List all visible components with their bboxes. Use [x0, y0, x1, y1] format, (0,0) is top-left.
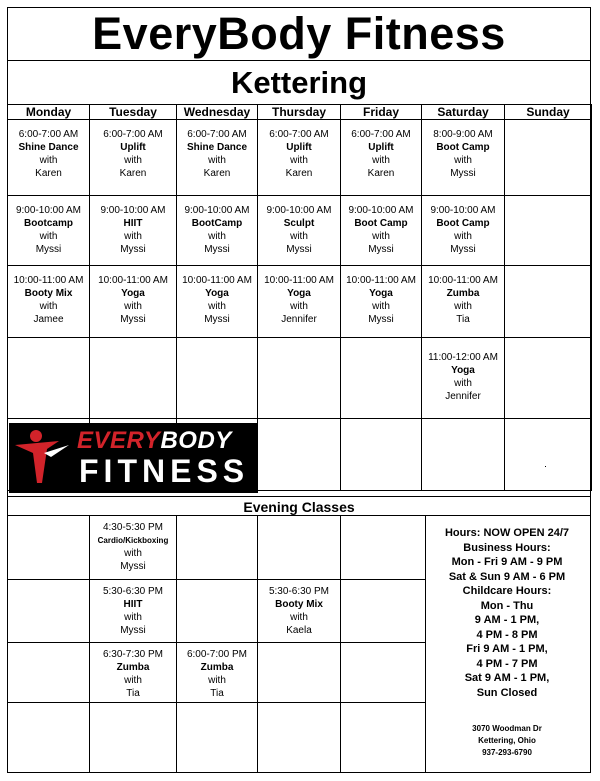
hours-line: Mon - Fri 9 AM - 9 PM: [451, 556, 563, 568]
class-cell: [258, 120, 341, 196]
hours-line: Hours: NOW OPEN 24/7: [444, 527, 570, 539]
instructor-name: Myssi: [120, 244, 146, 255]
logo-every-text: EVERY: [77, 427, 161, 454]
with-label: with: [372, 301, 390, 312]
empty-cell: [505, 196, 592, 266]
empty-cell: [258, 703, 341, 773]
class-cell: [177, 120, 258, 196]
class-time: 5:30-6:30 PM: [102, 586, 164, 597]
class-time: 10:00-11:00 AM: [428, 275, 498, 286]
empty-cell: [177, 516, 258, 580]
address-block: [424, 723, 590, 759]
instructor-name: Myssi: [368, 314, 394, 325]
hours-line: Childcare Hours:: [462, 585, 552, 597]
class-name: Boot Camp: [354, 218, 408, 229]
empty-cell: [341, 419, 422, 491]
class-cell: [90, 580, 177, 643]
with-label: with: [290, 301, 308, 312]
class-name: Booty Mix: [24, 288, 73, 299]
instructor-name: Tia: [210, 688, 224, 699]
empty-cell: [8, 338, 90, 419]
stray-mark: [545, 466, 546, 467]
class-time: 9:00-10:00 AM: [15, 205, 82, 216]
day-header-tuesday: Tuesday: [90, 105, 177, 120]
class-time: 6:00-7:00 AM: [187, 129, 247, 140]
instructor-name: Myssi: [120, 314, 146, 325]
with-label: with: [124, 301, 142, 312]
class-cell: [422, 338, 505, 419]
runner-figure-icon: [9, 423, 73, 493]
class-time: 6:30-7:30 PM: [102, 649, 164, 660]
with-label: with: [39, 301, 58, 312]
class-cell: [422, 266, 505, 338]
empty-cell: [177, 580, 258, 643]
class-time: 6:00-7:00 AM: [103, 129, 163, 140]
instructor-name: Myssi: [450, 244, 476, 255]
class-name: Boot Camp: [436, 218, 490, 229]
class-cell: [90, 516, 177, 580]
day-header-monday: Monday: [8, 105, 90, 120]
with-label: with: [124, 612, 142, 623]
phone-number: 937-293-6790: [482, 748, 532, 757]
instructor-name: Tia: [126, 688, 140, 699]
class-time: 6:00-7:00 AM: [351, 129, 411, 140]
with-label: with: [454, 301, 472, 312]
class-cell: [341, 266, 422, 338]
class-name: Yoga: [205, 288, 229, 299]
class-time: 9:00-10:00 AM: [430, 205, 496, 216]
hours-line: Mon - Thu: [480, 599, 534, 612]
empty-cell: [341, 338, 422, 419]
class-cell: [90, 643, 177, 703]
class-time: 9:00-10:00 AM: [184, 205, 250, 216]
instructor-name: Karen: [35, 168, 62, 179]
class-time: 10:00-11:00 AM: [264, 275, 334, 286]
class-name: HIIT: [123, 599, 143, 610]
empty-cell: [505, 419, 592, 491]
class-time: 9:00-10:00 AM: [348, 205, 414, 216]
instructor-name: Karen: [367, 168, 395, 179]
with-label: with: [290, 231, 308, 242]
class-name: Yoga: [369, 288, 393, 299]
class-cell: [341, 196, 422, 266]
class-name: Uplift: [120, 142, 146, 153]
class-cell: [90, 266, 177, 338]
class-time: 5:30-6:30 PM: [268, 586, 330, 597]
class-name: Yoga: [451, 365, 475, 376]
logo-body-text: BODY: [160, 427, 232, 454]
empty-cell: [341, 643, 426, 703]
with-label: with: [124, 231, 142, 242]
instructor-name: Kaela: [286, 625, 312, 636]
class-name: Shine Dance: [18, 142, 79, 153]
empty-cell: [422, 419, 505, 491]
class-cell: [341, 120, 422, 196]
class-time: 9:00-10:00 AM: [100, 205, 166, 216]
hours-line: 4 PM - 8 PM: [476, 628, 538, 641]
class-cell: [90, 120, 177, 196]
class-name: Zumba: [446, 288, 480, 299]
hours-line: 4 PM - 7 PM: [476, 657, 538, 670]
hours-line: 9 AM - 1 PM,: [474, 614, 540, 626]
empty-cell: [258, 338, 341, 419]
gym-title: EveryBody Fitness: [8, 8, 590, 61]
empty-cell: [8, 643, 90, 703]
empty-cell: [505, 266, 592, 338]
day-header-sunday: Sunday: [505, 105, 592, 120]
class-time: 6:00-7:00 PM: [186, 649, 248, 660]
instructor-name: Myssi: [204, 314, 230, 325]
evening-classes-banner: Evening Classes: [8, 496, 590, 516]
class-cell: [177, 643, 258, 703]
with-label: with: [208, 155, 226, 166]
logo-wordmark-top: [77, 427, 232, 455]
empty-cell: [177, 703, 258, 773]
empty-cell: [8, 516, 90, 580]
empty-cell: [505, 338, 592, 419]
instructor-name: Myssi: [450, 168, 476, 179]
class-time: 6:00-7:00 AM: [18, 129, 79, 140]
class-cell: [177, 196, 258, 266]
class-cell: [8, 196, 90, 266]
instructor-name: Tia: [456, 314, 470, 325]
hours-line: Fri 9 AM - 1 PM,: [466, 643, 548, 655]
day-header-saturday: Saturday: [422, 105, 505, 120]
class-cell: [177, 266, 258, 338]
evening-schedule-table: [7, 515, 426, 773]
class-name: Uplift: [286, 142, 312, 153]
day-header-thursday: Thursday: [258, 105, 341, 120]
hours-line: Sun Closed: [476, 686, 538, 699]
with-label: with: [208, 301, 226, 312]
with-label: with: [208, 675, 226, 686]
with-label: with: [39, 155, 58, 166]
with-label: with: [124, 675, 142, 686]
empty-cell: [258, 516, 341, 580]
with-label: with: [372, 231, 390, 242]
class-name: Yoga: [121, 288, 145, 299]
hours-line: Business Hours:: [463, 541, 551, 554]
class-time: 4:30-5:30 PM: [102, 522, 164, 533]
class-name: Boot Camp: [436, 142, 490, 153]
class-name: Yoga: [287, 288, 311, 299]
empty-cell: [258, 643, 341, 703]
instructor-name: Myssi: [204, 244, 230, 255]
with-label: with: [124, 548, 142, 559]
instructor-name: Myssi: [286, 244, 312, 255]
instructor-name: Myssi: [120, 561, 146, 572]
class-cell: [422, 120, 505, 196]
day-header-friday: Friday: [341, 105, 422, 120]
empty-cell: [341, 703, 426, 773]
day-header-wednesday: Wednesday: [177, 105, 258, 120]
empty-cell: [505, 120, 592, 196]
class-cell: [8, 120, 90, 196]
class-time: 10:00-11:00 AM: [98, 275, 168, 286]
class-cell: [258, 196, 341, 266]
empty-cell: [177, 338, 258, 419]
class-name: Zumba: [200, 662, 234, 673]
class-time: 6:00-7:00 AM: [269, 129, 329, 140]
class-cell: [90, 196, 177, 266]
class-cell: [422, 196, 505, 266]
with-label: with: [208, 231, 226, 242]
instructor-name: Jamee: [33, 314, 64, 325]
class-name: BootCamp: [191, 218, 243, 229]
instructor-name: Myssi: [368, 244, 394, 255]
instructor-name: Jennifer: [445, 391, 481, 402]
class-name: Bootcamp: [24, 218, 73, 229]
class-time: 10:00-11:00 AM: [182, 275, 252, 286]
hours-line: Sat 9 AM - 1 PM,: [464, 672, 550, 684]
schedule-sheet: [7, 7, 591, 773]
empty-cell: [90, 703, 177, 773]
instructor-name: Karen: [285, 168, 313, 179]
class-name: Booty Mix: [275, 599, 323, 610]
empty-cell: [8, 580, 90, 643]
instructor-name: Karen: [203, 168, 231, 179]
with-label: with: [454, 378, 472, 389]
instructor-name: Karen: [119, 168, 147, 179]
class-cell: [258, 580, 341, 643]
with-label: with: [290, 155, 308, 166]
class-time: 10:00-11:00 AM: [346, 275, 416, 286]
class-name: Sculpt: [283, 218, 315, 229]
logo-fitness-text: FITNESS: [79, 453, 250, 489]
empty-cell: [258, 419, 341, 491]
with-label: with: [124, 155, 142, 166]
empty-cell: [341, 580, 426, 643]
class-name: Cardio/Kickboxing: [97, 536, 169, 545]
empty-cell: [90, 338, 177, 419]
class-time: 10:00-11:00 AM: [13, 275, 84, 286]
with-label: with: [454, 155, 472, 166]
with-label: with: [372, 155, 390, 166]
class-time: 8:00-9:00 AM: [433, 129, 493, 140]
empty-cell: [341, 516, 426, 580]
with-label: with: [454, 231, 472, 242]
class-cell: [8, 266, 90, 338]
class-time: 9:00-10:00 AM: [266, 205, 332, 216]
class-name: Zumba: [116, 662, 150, 673]
instructor-name: Myssi: [120, 625, 146, 636]
class-name: Uplift: [368, 142, 394, 153]
location-title: Kettering: [8, 61, 590, 105]
instructor-name: Myssi: [35, 244, 62, 255]
class-time: 11:00-12:00 AM: [428, 352, 498, 363]
hours-line: Sat & Sun 9 AM - 6 PM: [448, 570, 566, 583]
hours-panel: [424, 516, 590, 772]
everybody-fitness-logo: [9, 423, 258, 493]
with-label: with: [290, 612, 308, 623]
instructor-name: Jennifer: [281, 314, 317, 325]
class-cell: [258, 266, 341, 338]
class-name: Shine Dance: [186, 142, 248, 153]
empty-cell: [8, 703, 90, 773]
city-state: Kettering, Ohio: [478, 736, 536, 745]
class-name: HIIT: [123, 218, 143, 229]
street-address: 3070 Woodman Dr: [472, 724, 542, 733]
with-label: with: [39, 231, 58, 242]
